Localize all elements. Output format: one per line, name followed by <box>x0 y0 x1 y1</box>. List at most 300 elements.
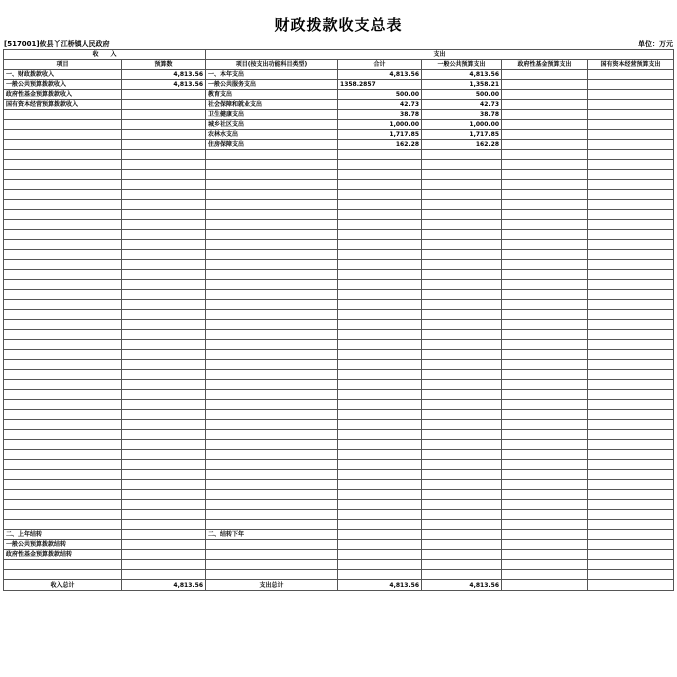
empty-cell <box>422 260 502 270</box>
header-row-1 <box>4 50 674 60</box>
empty-cell <box>122 230 206 240</box>
empty-cell <box>588 520 674 530</box>
empty-cell <box>4 310 122 320</box>
empty-cell <box>338 160 422 170</box>
empty-cell <box>588 390 674 400</box>
empty-cell <box>122 180 206 190</box>
carry-sub-row <box>4 540 674 550</box>
empty-cell <box>338 200 422 210</box>
empty-cell <box>588 350 674 360</box>
empty-cell <box>122 260 206 270</box>
empty-cell <box>206 430 338 440</box>
empty-cell <box>122 300 206 310</box>
empty-cell <box>588 460 674 470</box>
expense-gov-fund <box>502 120 588 130</box>
empty-cell <box>502 250 588 260</box>
table-row <box>4 130 674 140</box>
empty-cell <box>422 320 502 330</box>
empty-cell <box>4 200 122 210</box>
empty-cell <box>4 160 122 170</box>
empty-cell <box>338 360 422 370</box>
empty-cell <box>588 440 674 450</box>
empty-cell <box>588 330 674 340</box>
empty-cell <box>502 450 588 460</box>
empty-cell <box>206 250 338 260</box>
empty-cell <box>502 190 588 200</box>
empty-cell <box>122 290 206 300</box>
empty-cell <box>4 490 122 500</box>
empty-cell <box>502 380 588 390</box>
empty-cell <box>588 250 674 260</box>
empty-cell <box>4 190 122 200</box>
empty-row <box>4 470 674 480</box>
empty-cell <box>422 460 502 470</box>
empty-cell <box>4 330 122 340</box>
empty-cell <box>122 530 206 540</box>
empty-cell <box>502 180 588 190</box>
empty-cell <box>338 420 422 430</box>
empty-cell <box>206 570 338 580</box>
empty-cell <box>338 370 422 380</box>
empty-cell <box>502 330 588 340</box>
empty-cell <box>338 330 422 340</box>
empty-cell <box>4 400 122 410</box>
empty-cell <box>338 220 422 230</box>
empty-row <box>4 390 674 400</box>
empty-cell <box>206 270 338 280</box>
empty-cell <box>206 210 338 220</box>
expense-state-capital <box>588 130 674 140</box>
income-total-label: 收入总计 <box>4 580 122 591</box>
empty-cell <box>588 370 674 380</box>
empty-cell <box>338 400 422 410</box>
expense-state-capital <box>588 70 674 80</box>
empty-cell <box>338 170 422 180</box>
empty-cell <box>122 330 206 340</box>
empty-cell <box>338 470 422 480</box>
empty-cell <box>122 210 206 220</box>
empty-cell <box>122 460 206 470</box>
carry-income-item: 二、上年结转 <box>4 530 122 540</box>
empty-cell <box>502 150 588 160</box>
empty-cell <box>588 240 674 250</box>
income-item <box>4 140 122 150</box>
empty-cell <box>502 530 588 540</box>
empty-cell <box>122 390 206 400</box>
empty-cell <box>122 270 206 280</box>
expense-state-capital <box>588 90 674 100</box>
income-amount <box>122 110 206 120</box>
income-amount <box>122 130 206 140</box>
empty-cell <box>502 560 588 570</box>
empty-cell <box>422 480 502 490</box>
empty-cell <box>422 360 502 370</box>
empty-cell <box>422 330 502 340</box>
expense-total: 42.73 <box>338 100 422 110</box>
empty-cell <box>422 220 502 230</box>
empty-cell <box>502 220 588 230</box>
expense-item: 农林水支出 <box>206 130 338 140</box>
income-amount: 4,813.56 <box>122 80 206 90</box>
empty-cell <box>206 180 338 190</box>
empty-cell <box>206 380 338 390</box>
empty-row <box>4 400 674 410</box>
empty-row <box>4 300 674 310</box>
empty-cell <box>338 190 422 200</box>
empty-cell <box>588 230 674 240</box>
empty-cell <box>422 210 502 220</box>
empty-cell <box>422 530 502 540</box>
empty-cell <box>4 290 122 300</box>
empty-cell <box>502 210 588 220</box>
empty-cell <box>588 470 674 480</box>
empty-cell <box>122 440 206 450</box>
empty-cell <box>206 200 338 210</box>
empty-row <box>4 490 674 500</box>
income-item <box>4 130 122 140</box>
empty-cell <box>206 190 338 200</box>
empty-row <box>4 480 674 490</box>
empty-cell <box>206 260 338 270</box>
empty-cell <box>122 570 206 580</box>
empty-cell <box>588 580 674 591</box>
empty-cell <box>206 340 338 350</box>
empty-cell <box>422 240 502 250</box>
empty-cell <box>502 390 588 400</box>
empty-cell <box>122 380 206 390</box>
empty-cell <box>206 220 338 230</box>
empty-cell <box>4 480 122 490</box>
expense-general: 1,000.00 <box>422 120 502 130</box>
empty-cell <box>338 460 422 470</box>
empty-cell <box>588 150 674 160</box>
empty-cell <box>502 350 588 360</box>
empty-cell <box>4 220 122 230</box>
empty-cell <box>206 300 338 310</box>
empty-cell <box>122 480 206 490</box>
empty-cell <box>422 300 502 310</box>
empty-row <box>4 320 674 330</box>
table-row <box>4 140 674 150</box>
empty-cell <box>206 560 338 570</box>
empty-row <box>4 290 674 300</box>
empty-row <box>4 240 674 250</box>
empty-cell <box>122 410 206 420</box>
empty-cell <box>502 570 588 580</box>
expense-general: 42.73 <box>422 100 502 110</box>
empty-cell <box>502 230 588 240</box>
empty-cell <box>338 310 422 320</box>
expense-state-capital <box>588 80 674 90</box>
income-item <box>4 110 122 120</box>
expense-gov-fund <box>502 80 588 90</box>
empty-cell <box>422 230 502 240</box>
expense-total: 1,717.85 <box>338 130 422 140</box>
empty-cell <box>502 470 588 480</box>
income-amount <box>122 120 206 130</box>
empty-cell <box>422 500 502 510</box>
expense-item: 卫生健康支出 <box>206 110 338 120</box>
empty-row <box>4 260 674 270</box>
expense-gov-fund <box>502 110 588 120</box>
empty-cell <box>588 560 674 570</box>
empty-cell <box>4 250 122 260</box>
empty-cell <box>122 550 206 560</box>
empty-cell <box>588 480 674 490</box>
empty-cell <box>206 150 338 160</box>
empty-cell <box>4 560 122 570</box>
empty-cell <box>4 300 122 310</box>
empty-cell <box>4 370 122 380</box>
empty-cell <box>502 160 588 170</box>
empty-cell <box>338 280 422 290</box>
table-row <box>4 120 674 130</box>
expense-item: 社会保障和就业支出 <box>206 100 338 110</box>
expense-gov-fund <box>502 90 588 100</box>
expense-total-label: 支出总计 <box>206 580 338 591</box>
empty-cell <box>422 150 502 160</box>
empty-cell <box>502 170 588 180</box>
empty-cell <box>422 380 502 390</box>
empty-cell <box>206 410 338 420</box>
empty-row <box>4 270 674 280</box>
income-amount <box>122 90 206 100</box>
empty-cell <box>502 200 588 210</box>
unit-label: 单位：万元 <box>638 40 673 48</box>
empty-cell <box>422 560 502 570</box>
expense-total: 500.00 <box>338 90 422 100</box>
empty-cell <box>338 210 422 220</box>
empty-cell <box>502 500 588 510</box>
empty-row <box>4 420 674 430</box>
empty-cell <box>502 240 588 250</box>
empty-cell <box>122 400 206 410</box>
empty-cell <box>338 290 422 300</box>
empty-cell <box>588 450 674 460</box>
empty-cell <box>338 510 422 520</box>
expense-item: 住房保障支出 <box>206 140 338 150</box>
empty-cell <box>206 370 338 380</box>
empty-cell <box>588 400 674 410</box>
empty-cell <box>122 370 206 380</box>
empty-cell <box>588 170 674 180</box>
empty-cell <box>122 520 206 530</box>
empty-cell <box>338 520 422 530</box>
empty-cell <box>422 420 502 430</box>
empty-cell <box>502 480 588 490</box>
empty-cell <box>502 550 588 560</box>
empty-cell <box>122 350 206 360</box>
empty-cell <box>338 380 422 390</box>
empty-cell <box>4 340 122 350</box>
empty-cell <box>588 300 674 310</box>
col-gov-fund: 政府性基金预算支出 <box>502 60 588 70</box>
income-amount <box>122 140 206 150</box>
expense-total: 1358.2857 <box>338 80 422 90</box>
expense-total-amount: 4,813.56 <box>338 580 422 591</box>
income-item: 国有资本经营预算拨款收入 <box>4 100 122 110</box>
empty-cell <box>122 340 206 350</box>
empty-row <box>4 560 674 570</box>
empty-cell <box>4 350 122 360</box>
expense-item: 城乡社区支出 <box>206 120 338 130</box>
empty-cell <box>206 440 338 450</box>
empty-row <box>4 230 674 240</box>
empty-cell <box>422 180 502 190</box>
empty-cell <box>502 420 588 430</box>
carry-sub-item: 政府性基金预算拨款结转 <box>4 550 122 560</box>
empty-cell <box>502 520 588 530</box>
empty-cell <box>206 170 338 180</box>
income-item: 一、财政拨款收入 <box>4 70 122 80</box>
empty-cell <box>4 380 122 390</box>
empty-cell <box>338 550 422 560</box>
empty-cell <box>122 490 206 500</box>
empty-row <box>4 450 674 460</box>
empty-cell <box>338 250 422 260</box>
expense-general: 500.00 <box>422 90 502 100</box>
empty-cell <box>338 260 422 270</box>
empty-row <box>4 150 674 160</box>
empty-cell <box>4 460 122 470</box>
empty-cell <box>122 160 206 170</box>
empty-cell <box>422 170 502 180</box>
income-amount <box>122 100 206 110</box>
empty-cell <box>588 180 674 190</box>
empty-cell <box>122 280 206 290</box>
expense-total: 1,000.00 <box>338 120 422 130</box>
empty-cell <box>338 530 422 540</box>
empty-cell <box>422 450 502 460</box>
empty-cell <box>338 320 422 330</box>
table-row <box>4 100 674 110</box>
expense-item: 教育支出 <box>206 90 338 100</box>
empty-cell <box>338 340 422 350</box>
empty-cell <box>4 270 122 280</box>
empty-cell <box>338 440 422 450</box>
empty-cell <box>206 160 338 170</box>
empty-cell <box>4 420 122 430</box>
carry-sub-row <box>4 550 674 560</box>
empty-cell <box>338 450 422 460</box>
empty-cell <box>422 390 502 400</box>
expense-gov-fund <box>502 140 588 150</box>
empty-cell <box>338 150 422 160</box>
empty-cell <box>502 400 588 410</box>
empty-row <box>4 200 674 210</box>
col-income-item: 项目 <box>4 60 122 70</box>
empty-cell <box>588 430 674 440</box>
empty-cell <box>502 290 588 300</box>
empty-cell <box>206 350 338 360</box>
empty-cell <box>206 420 338 430</box>
empty-cell <box>502 440 588 450</box>
empty-cell <box>338 430 422 440</box>
empty-row <box>4 510 674 520</box>
empty-cell <box>122 430 206 440</box>
empty-cell <box>4 410 122 420</box>
empty-cell <box>206 400 338 410</box>
expense-state-capital <box>588 140 674 150</box>
empty-cell <box>4 470 122 480</box>
empty-cell <box>4 240 122 250</box>
empty-row <box>4 210 674 220</box>
empty-cell <box>338 490 422 500</box>
unit-org: [517001]攸县丫江桥镇人民政府 <box>4 40 110 48</box>
income-header: 收 入 <box>4 50 206 60</box>
expense-general-total: 4,813.56 <box>422 580 502 591</box>
empty-cell <box>338 560 422 570</box>
empty-cell <box>338 350 422 360</box>
empty-cell <box>4 320 122 330</box>
empty-cell <box>206 310 338 320</box>
empty-cell <box>122 250 206 260</box>
empty-cell <box>588 160 674 170</box>
expense-general: 162.28 <box>422 140 502 150</box>
empty-cell <box>206 330 338 340</box>
empty-cell <box>4 430 122 440</box>
empty-cell <box>4 510 122 520</box>
empty-cell <box>422 290 502 300</box>
empty-cell <box>206 290 338 300</box>
empty-cell <box>206 450 338 460</box>
empty-cell <box>206 230 338 240</box>
empty-cell <box>422 160 502 170</box>
expense-state-capital <box>588 100 674 110</box>
empty-row <box>4 430 674 440</box>
expense-item: 一般公共服务支出 <box>206 80 338 90</box>
empty-cell <box>4 210 122 220</box>
empty-cell <box>338 500 422 510</box>
budget-table <box>3 49 674 591</box>
empty-row <box>4 250 674 260</box>
empty-cell <box>122 170 206 180</box>
empty-cell <box>122 540 206 550</box>
empty-cell <box>502 540 588 550</box>
empty-row <box>4 310 674 320</box>
empty-cell <box>588 200 674 210</box>
empty-cell <box>588 410 674 420</box>
empty-cell <box>206 280 338 290</box>
empty-cell <box>588 500 674 510</box>
empty-row <box>4 570 674 580</box>
empty-cell <box>588 290 674 300</box>
empty-cell <box>122 310 206 320</box>
expense-general: 1,358.21 <box>422 80 502 90</box>
expense-state-capital <box>588 110 674 120</box>
empty-cell <box>588 490 674 500</box>
empty-cell <box>122 190 206 200</box>
expense-general: 1,717.85 <box>422 130 502 140</box>
empty-cell <box>122 500 206 510</box>
empty-cell <box>502 430 588 440</box>
col-state-capital: 国有资本经营预算支出 <box>588 60 674 70</box>
empty-cell <box>588 340 674 350</box>
empty-cell <box>206 550 338 560</box>
empty-cell <box>422 370 502 380</box>
empty-cell <box>422 310 502 320</box>
empty-cell <box>422 340 502 350</box>
empty-row <box>4 220 674 230</box>
empty-cell <box>338 540 422 550</box>
carry-sub-item: 一般公共预算拨款结转 <box>4 540 122 550</box>
empty-cell <box>206 510 338 520</box>
empty-cell <box>338 240 422 250</box>
empty-row <box>4 460 674 470</box>
empty-cell <box>588 280 674 290</box>
empty-cell <box>422 410 502 420</box>
empty-row <box>4 500 674 510</box>
